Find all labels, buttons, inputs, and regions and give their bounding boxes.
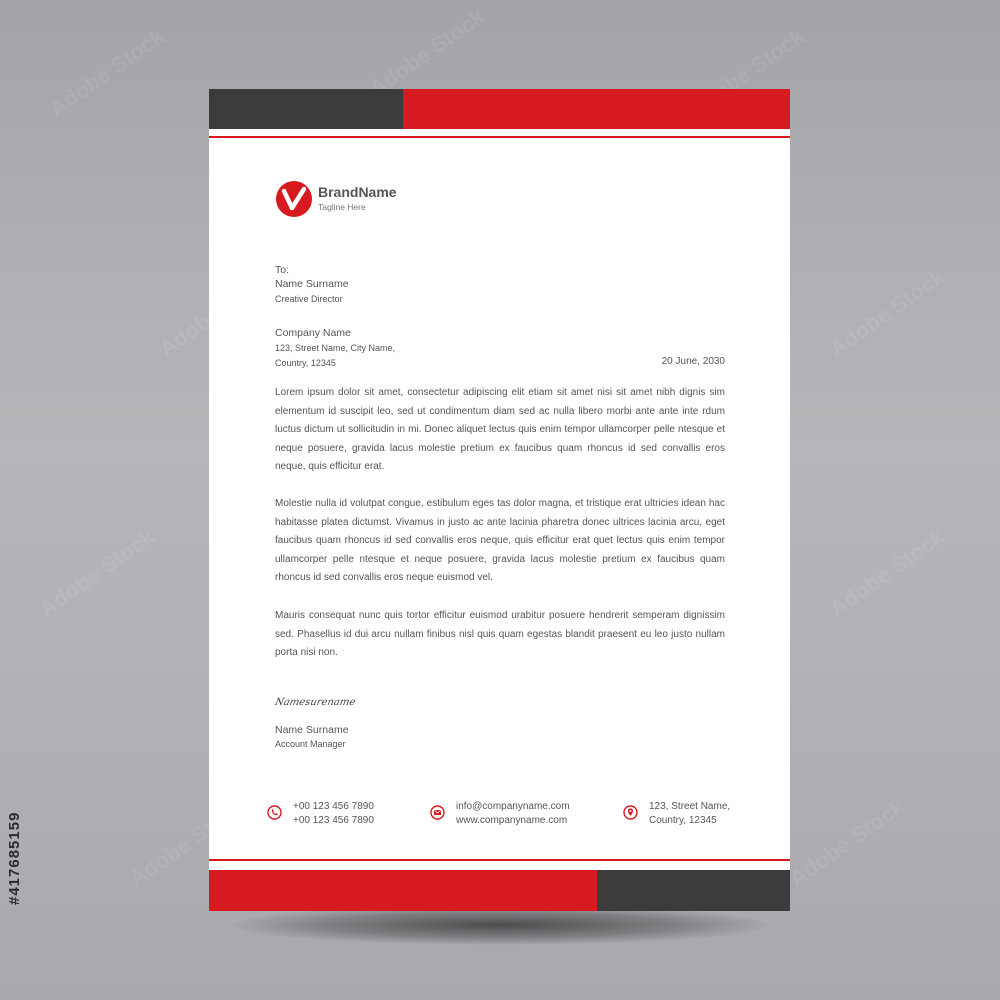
header-rule: [209, 136, 790, 138]
signature: Namesurename: [273, 697, 357, 708]
website: www.companyname.com: [456, 815, 568, 826]
phone-numbers: [293, 800, 374, 828]
body-paragraph: Lorem ipsum dolor sit amet, consectetur adipiscing elit etiam sit amet nisi sit amet nibh dignis sim elementum id suscipit leo, sed ut condimentum diam sed ac nulla libero morbi ante ante inte rdum luctus dictum ut sollicitudin in mi. Donec aliquet lectus quis enim tempor ullamcorper pelle ntesque et neque posuere, gravida lacus molestie pretium ex faucibus quam rhoncus id sed convallis eros neque, quis efficitur erat.: [275, 387, 725, 473]
watermark: Adobe: [154, 301, 226, 362]
brand-tagline: Tagline Here: [318, 202, 366, 212]
recipient-company: Company Name: [275, 327, 351, 339]
email-icon: [430, 805, 445, 820]
recipient-title: Creative Director: [275, 294, 343, 304]
watermark: Adobe Stock: [44, 23, 170, 122]
sender-name: Name Surname: [275, 724, 349, 736]
to-label: To:: [275, 264, 290, 276]
footer-dark-bar: [597, 870, 790, 911]
phone-line2: +00 123 456 7890: [293, 815, 374, 826]
phone-line1: +00 123 456 7890: [293, 801, 374, 812]
watermark: Adobe Stock: [124, 793, 250, 892]
recipient-address-line2: Country, 12345: [275, 358, 336, 368]
footer-rule: [209, 859, 790, 861]
contact-address: [649, 800, 730, 828]
letterhead-page: [209, 89, 790, 911]
location-pin-icon: [623, 805, 638, 820]
recipient-address-line1: 123, Street Name, City Name,: [275, 343, 396, 353]
header-dark-bar: [209, 89, 403, 129]
body-paragraph: Molestie nulla id volutpat congue, estibulum eges tas dolor magna, et tristique erat ultricies idean hac habitasse platea dictumst. Vivamus in justo ac ante lacinia pharetra donec ultrices lacinia arcu, eget faucibus quam rhoncus id sed convallis eros neque, quis efficitur erat quet lectus quis enim tempor ullamcorper pelle ntesque et neque posuere, gravida lacus molestie pretium ex faucibus quam rhoncus id sed convallis eros neque euismod vel.: [275, 498, 725, 584]
watermark: Adobe Stock: [684, 23, 810, 122]
watermark: Adobe Stock: [824, 523, 950, 622]
sender-title: Account Manager: [275, 739, 346, 749]
watermark: Adobe Stock: [824, 263, 950, 362]
watermark: Adobe Stock: [784, 793, 910, 892]
stock-id: #417685159: [6, 811, 23, 905]
watermark: Adobe Stock: [364, 3, 490, 102]
contact-address-line1: 123, Street Name,: [649, 801, 731, 812]
body-paragraph: Mauris consequat nunc quis tortor efficitur euismod urabitur posuere hendrerit semperam dignissim sed. Phasellus id dui arcu nullam finibus nisl quis quam egestas blandit praesent eu leo justo nullam porta nisi non.: [275, 610, 725, 659]
brand-logo-icon: [276, 181, 312, 217]
email-web: [456, 800, 570, 828]
watermark: Adobe Stock: [34, 523, 160, 622]
brand-name: BrandName: [318, 184, 397, 200]
footer-red-bar: [209, 870, 597, 911]
header-red-bar: [403, 89, 790, 129]
letter-date: 20 June, 2030: [661, 356, 725, 367]
email-address: info@companyname.com: [456, 801, 570, 812]
phone-icon: [267, 805, 282, 820]
contact-address-line2: Country, 12345: [649, 815, 717, 826]
recipient-name: Name Surname: [275, 278, 349, 290]
page-shadow: [230, 905, 770, 945]
